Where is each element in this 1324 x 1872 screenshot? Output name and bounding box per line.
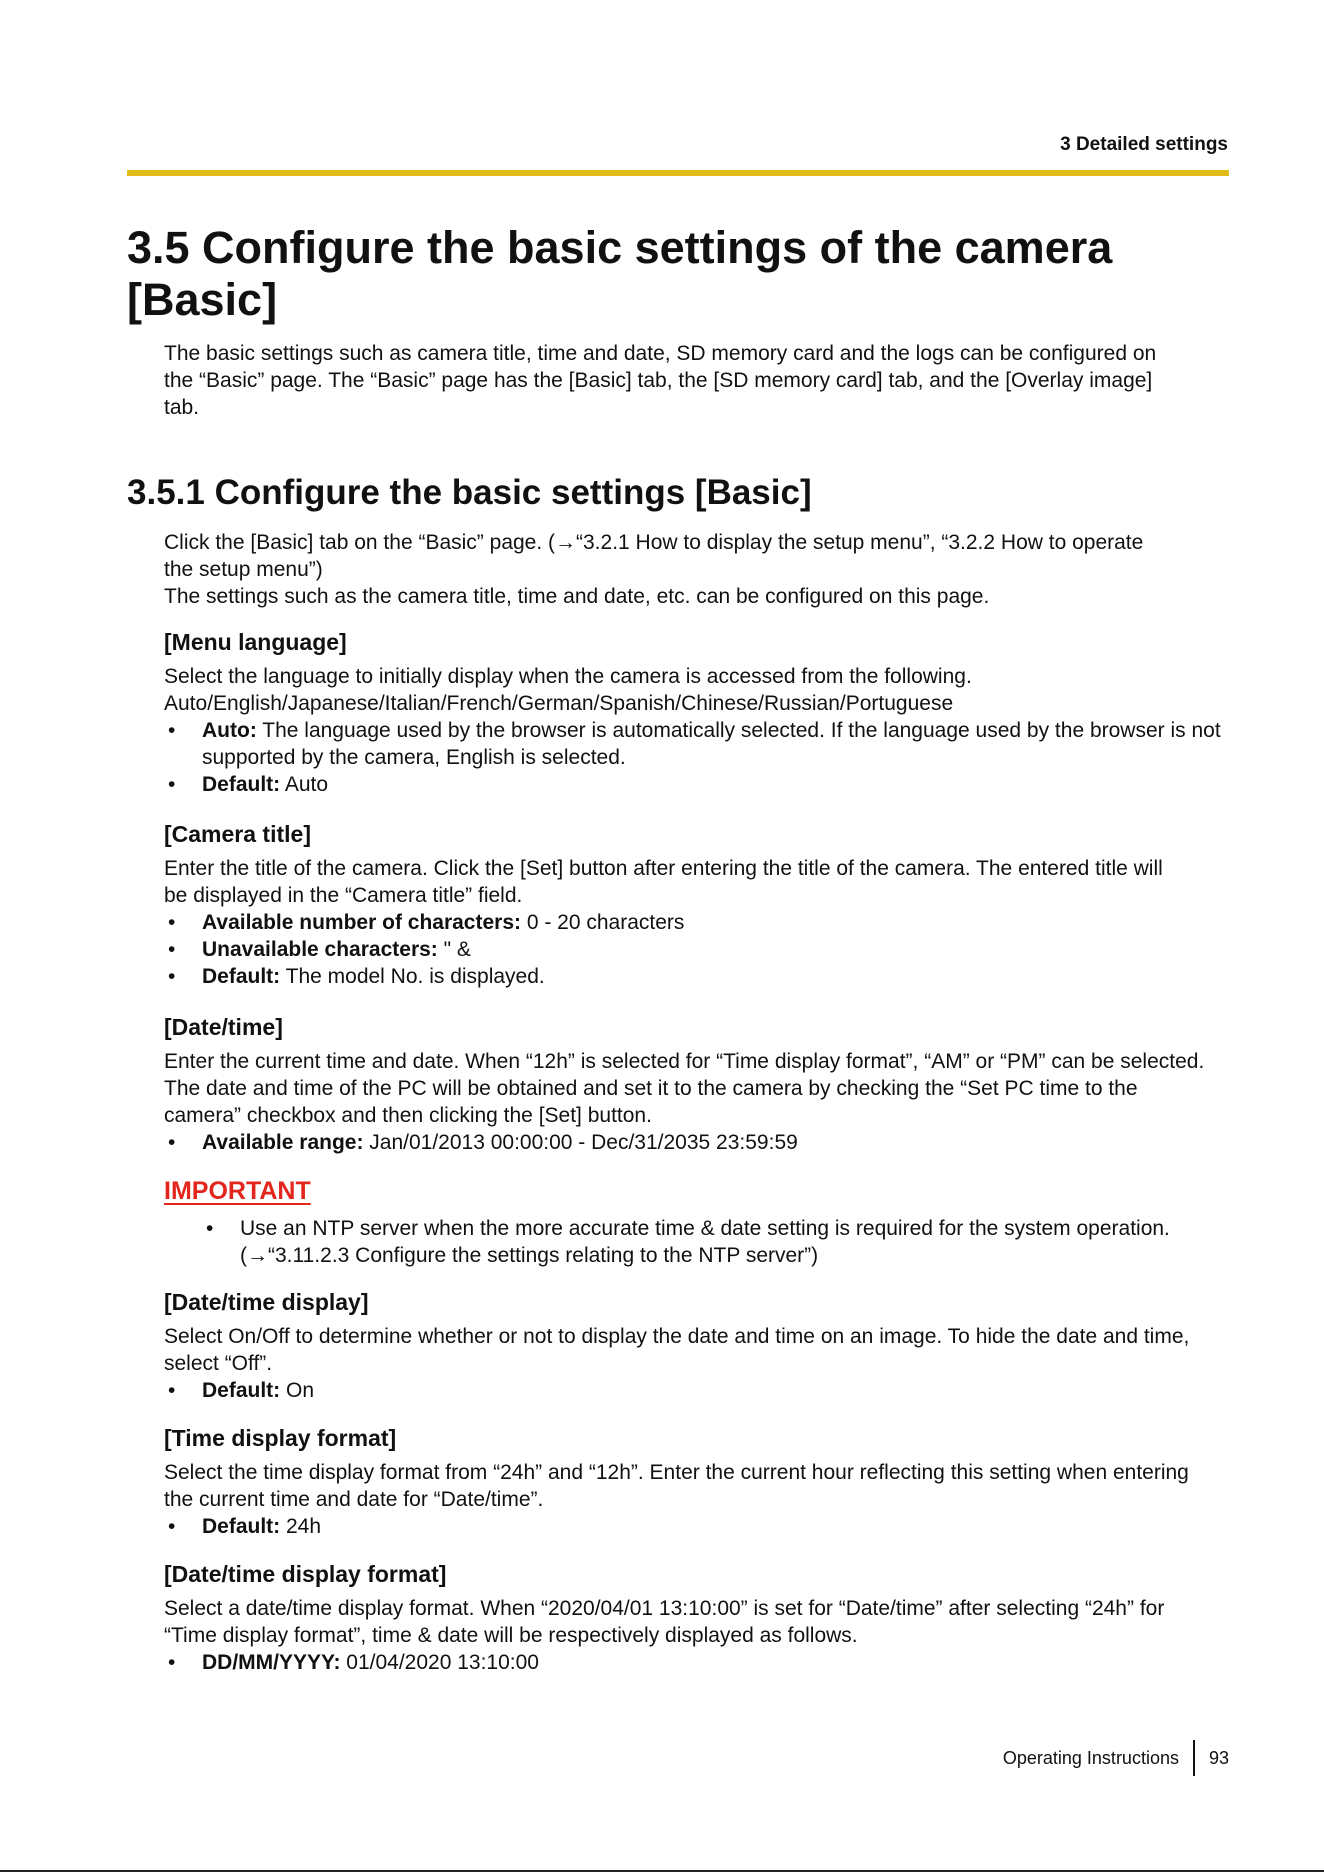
date-time-heading: [Date/time] xyxy=(164,1014,283,1040)
menu-language-bullets xyxy=(164,717,1230,798)
desc-line: Select a date/time display format. When “2020/04/01 13:10:00” is set for “Date/time” after selecting “24h” for xyxy=(164,1597,1165,1620)
date-time-body xyxy=(164,1048,1230,1156)
bullet-label: Available range: xyxy=(202,1131,364,1154)
date-time-display-bullets xyxy=(164,1377,1230,1404)
bullet-text: 01/04/2020 13:10:00 xyxy=(340,1651,539,1674)
desc-line: Select the time display format from “24h” and “12h”. Enter the current hour reflecting this setting when entering xyxy=(164,1461,1189,1484)
bullet-label: Unavailable characters: xyxy=(202,938,438,961)
desc-line: Select On/Off to determine whether or not to display the date and time on an image. To hide the date and time, xyxy=(164,1325,1190,1348)
desc-line: be displayed in the “Camera title” field. xyxy=(164,884,523,907)
important-body xyxy=(202,1215,1230,1269)
bullet-item xyxy=(164,1377,1230,1404)
desc-line: “Time display format”, time & date will be respectively displayed as follows. xyxy=(164,1624,858,1647)
camera-title-bullets xyxy=(164,909,1230,990)
intro-line: tab. xyxy=(164,396,200,419)
bullet-item xyxy=(164,1129,1230,1156)
intro-line: Click the [Basic] tab on the “Basic” page. (→“3.2.1 How to display the setup menu”, “3.2.2 How to operate xyxy=(164,531,1144,554)
menu-language-heading: [Menu language] xyxy=(164,629,347,655)
page-number: 93 xyxy=(1208,1747,1229,1768)
bullet-text: On xyxy=(280,1379,315,1402)
important-label: IMPORTANT xyxy=(164,1177,311,1205)
bullet-item xyxy=(164,963,1230,990)
bullet-item xyxy=(164,1649,1230,1676)
bullet-item xyxy=(164,936,1230,963)
camera-title-body xyxy=(164,855,1230,990)
bullet-label: Default: xyxy=(202,1515,281,1538)
desc-line: Select the language to initially display when the camera is accessed from the following. xyxy=(164,665,972,688)
desc-line: Enter the title of the camera. Click the [Set] button after entering the title of the camera. The entered title will xyxy=(164,857,1163,880)
date-time-display-format-body xyxy=(164,1595,1230,1676)
page-header: 3 Detailed settings xyxy=(1060,134,1228,155)
header-rule xyxy=(127,170,1229,176)
date-time-bullets xyxy=(164,1129,1230,1156)
intro-line: The settings such as the camera title, time and date, etc. can be configured on this page. xyxy=(164,585,990,608)
bullet-label: Default: xyxy=(202,1379,281,1402)
date-time-display-heading: [Date/time display] xyxy=(164,1289,369,1315)
bullet-label: Available number of characters: xyxy=(202,911,521,934)
time-display-format-body xyxy=(164,1459,1230,1540)
time-display-format-bullets xyxy=(164,1513,1230,1540)
bullet-label: Default: xyxy=(202,773,281,796)
bullet-label: Default: xyxy=(202,965,281,988)
camera-title-heading: [Camera title] xyxy=(164,821,311,847)
subsection-title: 3.5.1 Configure the basic settings [Basic] xyxy=(127,473,812,512)
desc-line: The date and time of the PC will be obtained and set it to the camera by checking the “Set PC time to the xyxy=(164,1077,1138,1100)
menu-language-body xyxy=(164,663,1230,798)
desc-line: select “Off”. xyxy=(164,1352,273,1375)
intro-line: the setup menu”) xyxy=(164,558,323,581)
intro-line: the “Basic” page. The “Basic” page has the [Basic] tab, the [SD memory card] tab, and the [Overlay image] xyxy=(164,369,1153,392)
bullet-text: " & xyxy=(437,938,471,961)
bullet-text: The language used by the browser is automatically selected. If the language used by the browser is not supported by the camera, English is selected. xyxy=(202,719,1221,769)
bullet-text: 0 - 20 characters xyxy=(521,911,685,934)
page-footer xyxy=(1003,1740,1229,1776)
bullet-item xyxy=(164,771,1230,798)
bullet-label: Auto: xyxy=(202,719,257,742)
bullet-text: Jan/01/2013 00:00:00 - Dec/31/2035 23:59:59 xyxy=(363,1131,798,1154)
bullet-item: • Use an NTP server when the more accurate time & date setting is required for the system operation. (→“3.11.2.3 Configure the settings relating to the NTP server”) xyxy=(202,1215,1230,1269)
section-title-line-2: [Basic] xyxy=(127,274,278,325)
intro-line: The basic settings such as camera title, time and date, SD memory card and the logs can be configured on xyxy=(164,342,1157,365)
bullet-label: DD/MM/YYYY: xyxy=(202,1651,341,1674)
section-title-line-1: 3.5 Configure the basic settings of the camera xyxy=(127,222,1113,273)
desc-line: camera” checkbox and then clicking the [Set] button. xyxy=(164,1104,652,1127)
desc-line: Enter the current time and date. When “12h” is selected for “Time display format”, “AM” or “PM” can be selected. xyxy=(164,1050,1205,1073)
bullet-text: The model No. is displayed. xyxy=(280,965,545,988)
footer-separator xyxy=(1193,1740,1195,1776)
date-time-display-format-bullets xyxy=(164,1649,1230,1676)
desc-line: Auto/English/Japanese/Italian/French/German/Spanish/Chinese/Russian/Portuguese xyxy=(164,692,954,715)
bullet-text: 24h xyxy=(280,1515,322,1538)
section-title xyxy=(127,222,1229,326)
subsection-intro xyxy=(164,529,1230,610)
desc-line: the current time and date for “Date/time”. xyxy=(164,1488,544,1511)
bullet-text: Auto xyxy=(280,773,329,796)
date-time-display-body xyxy=(164,1323,1230,1404)
date-time-display-format-heading: [Date/time display format] xyxy=(164,1561,447,1587)
footer-doc-name: Operating Instructions xyxy=(1002,1747,1179,1768)
bullet-item xyxy=(164,909,1230,936)
time-display-format-heading: [Time display format] xyxy=(164,1425,397,1451)
important-bullets xyxy=(202,1215,1230,1269)
bullet-item xyxy=(164,717,1230,771)
bullet-item xyxy=(164,1513,1230,1540)
section-intro xyxy=(164,340,1230,421)
